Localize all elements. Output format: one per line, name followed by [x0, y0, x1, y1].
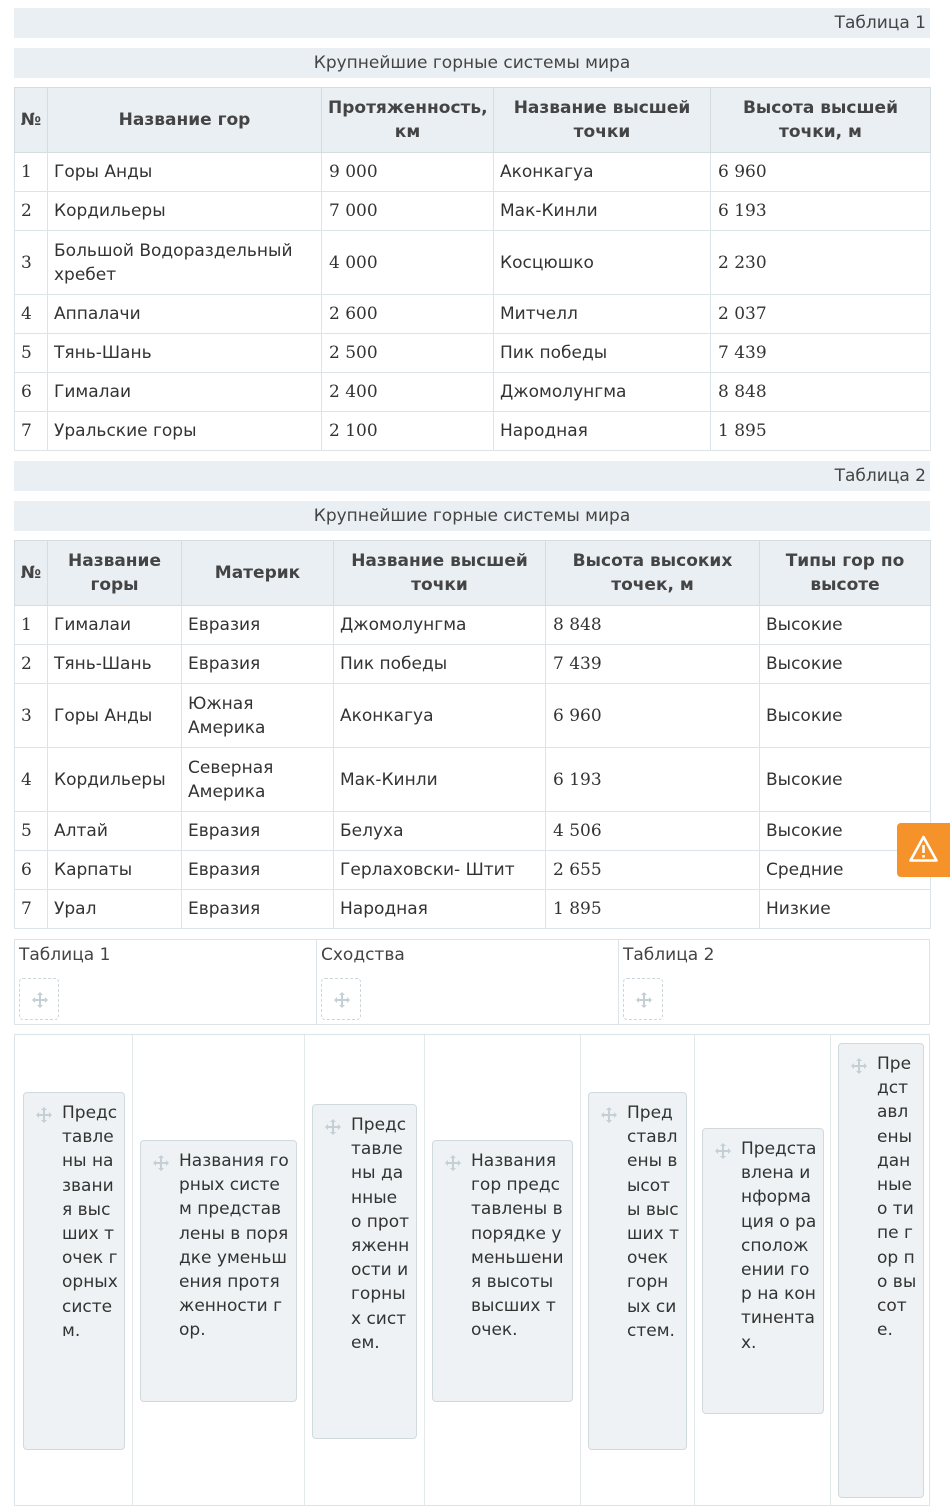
table2-header-cell: Высота высоких точек, м — [546, 541, 760, 606]
table2-header-cell: Материк — [182, 541, 334, 606]
draggable-card[interactable] — [140, 1140, 297, 1402]
cell-continent: Евразия — [182, 645, 334, 684]
cell-height: 2 230 — [711, 231, 931, 295]
cell-name: Аппалачи — [48, 295, 322, 334]
draggable-card[interactable] — [312, 1104, 417, 1439]
table2-header-cell: Типы гор по высоте — [760, 541, 931, 606]
cell-height: 2 037 — [711, 295, 931, 334]
cell-num: 2 — [15, 192, 48, 231]
cell-length: 4 000 — [322, 231, 494, 295]
card-text: Представлены данные о типе гор по высоте. — [877, 1054, 917, 1341]
cell-peak: Мак-Кинли — [494, 192, 711, 231]
move-icon — [325, 1119, 341, 1135]
cell-continent: Северная Америка — [182, 748, 334, 812]
cell-name: Кордильеры — [48, 748, 182, 812]
move-icon — [851, 1058, 867, 1074]
cell-height: 4 506 — [546, 812, 760, 851]
draggable-card[interactable] — [432, 1140, 573, 1402]
cell-type: Высокие — [760, 748, 931, 812]
cell-type: Высокие — [760, 645, 931, 684]
cell-height: 8 848 — [546, 606, 760, 645]
table-row — [15, 373, 931, 412]
cell-num: 7 — [15, 412, 48, 451]
cell-num: 7 — [15, 890, 48, 929]
cell-num: 6 — [15, 851, 48, 890]
move-icon — [153, 1155, 169, 1171]
cell-num: 1 — [15, 606, 48, 645]
cell-type: Высокие — [760, 606, 931, 645]
dropzone-similarities[interactable] — [317, 940, 619, 1024]
table1-header-cell: № — [15, 88, 48, 153]
cell-height: 6 193 — [546, 748, 760, 812]
cell-num: 3 — [15, 684, 48, 748]
table-row — [15, 606, 931, 645]
card-text: Представлены данные о протяженности и горных систем. — [351, 1115, 410, 1353]
cell-peak: Джомолунгма — [494, 373, 711, 412]
table-row — [15, 645, 931, 684]
cell-continent: Евразия — [182, 890, 334, 929]
cell-height: 1 895 — [546, 890, 760, 929]
table-row — [15, 412, 931, 451]
cell-peak: Косцюшко — [494, 231, 711, 295]
cell-continent: Евразия — [182, 812, 334, 851]
table-row — [15, 851, 931, 890]
cell-name: Гималаи — [48, 606, 182, 645]
cell-height: 6 960 — [546, 684, 760, 748]
table-row — [15, 684, 931, 748]
table2 — [14, 540, 931, 929]
cell-length: 2 100 — [322, 412, 494, 451]
cell-peak: Мак-Кинли — [334, 748, 546, 812]
table-row — [15, 153, 931, 192]
move-icon — [334, 992, 350, 1008]
cell-peak: Белуха — [334, 812, 546, 851]
table1-header-row — [15, 88, 931, 153]
cell-height: 6 193 — [711, 192, 931, 231]
cards-pool — [14, 1034, 930, 1506]
cell-height: 6 960 — [711, 153, 931, 192]
move-icon — [445, 1155, 461, 1171]
move-icon — [36, 1107, 52, 1123]
comparison-table — [14, 939, 930, 1025]
move-icon — [601, 1107, 617, 1123]
cell-num: 4 — [15, 748, 48, 812]
card-text: Названия гор представлены в порядке уменьшения высоты высших точек. — [471, 1151, 564, 1341]
cell-num: 2 — [15, 645, 48, 684]
cell-length: 9 000 — [322, 153, 494, 192]
table1-header-cell: Название гор — [48, 88, 322, 153]
cell-name: Карпаты — [48, 851, 182, 890]
move-icon — [715, 1143, 731, 1159]
move-icon — [32, 992, 48, 1008]
table2-header-row — [15, 541, 931, 606]
drop-slot[interactable] — [321, 978, 361, 1020]
cell-length: 7 000 — [322, 192, 494, 231]
table-row — [15, 812, 931, 851]
cell-height: 7 439 — [711, 334, 931, 373]
cell-peak: Пик победы — [334, 645, 546, 684]
cell-name: Горы Анды — [48, 153, 322, 192]
table1-title: Крупнейшие горные системы мира — [14, 48, 930, 78]
cell-peak: Герлаховски- Штит — [334, 851, 546, 890]
cell-name: Уральские горы — [48, 412, 322, 451]
card-text: Представлены названия высших точек горных систем. — [62, 1103, 118, 1341]
page-content — [14, 8, 930, 1506]
table-row — [15, 890, 931, 929]
cell-height: 2 655 — [546, 851, 760, 890]
move-icon — [636, 992, 652, 1008]
cell-peak: Народная — [334, 890, 546, 929]
cell-peak: Митчелл — [494, 295, 711, 334]
cell-name: Горы Анды — [48, 684, 182, 748]
cell-num: 5 — [15, 812, 48, 851]
cell-peak: Народная — [494, 412, 711, 451]
dropzone-table2[interactable] — [619, 940, 929, 1024]
dropzone-label: Таблица 2 — [623, 945, 715, 965]
cell-name: Тянь-Шань — [48, 334, 322, 373]
table1-header-cell: Протяженность, км — [322, 88, 494, 153]
cell-type: Высокие — [760, 812, 931, 851]
table-row — [15, 192, 931, 231]
cell-peak: Джомолунгма — [334, 606, 546, 645]
cell-name: Кордильеры — [48, 192, 322, 231]
table-row — [15, 231, 931, 295]
cell-peak: Аконкагуа — [334, 684, 546, 748]
cell-height: 8 848 — [711, 373, 931, 412]
dropzone-label: Таблица 1 — [19, 945, 111, 965]
card-text: Представлены высоты высших точек горных систем. — [627, 1103, 679, 1341]
table2-header-cell: Название горы — [48, 541, 182, 606]
cell-name: Гималаи — [48, 373, 322, 412]
cell-peak: Аконкагуа — [494, 153, 711, 192]
table2-header-cell: Название высшей точки — [334, 541, 546, 606]
cell-continent: Южная Америка — [182, 684, 334, 748]
drop-slot[interactable] — [623, 978, 663, 1020]
cell-type: Низкие — [760, 890, 931, 929]
table1-caption: Таблица 1 — [14, 8, 930, 38]
cell-height: 1 895 — [711, 412, 931, 451]
dropzone-label: Сходства — [321, 945, 405, 965]
cell-length: 2 400 — [322, 373, 494, 412]
cell-name: Большой Водораздельный хребет — [48, 231, 322, 295]
card-text: Названия горных систем представлены в порядке уменьшения протяженности гор. — [179, 1151, 289, 1341]
drop-slot[interactable] — [19, 978, 59, 1020]
cell-num: 3 — [15, 231, 48, 295]
cell-continent: Евразия — [182, 851, 334, 890]
report-issue-button[interactable] — [897, 823, 950, 877]
table1 — [14, 87, 931, 451]
table2-header-cell: № — [15, 541, 48, 606]
cell-name: Алтай — [48, 812, 182, 851]
table-row — [15, 295, 931, 334]
cell-peak: Пик победы — [494, 334, 711, 373]
cell-num: 5 — [15, 334, 48, 373]
cell-length: 2 500 — [322, 334, 494, 373]
cell-continent: Евразия — [182, 606, 334, 645]
cell-type: Средние — [760, 851, 931, 890]
card-text: Представлена информация о расположении гор на континентах. — [741, 1139, 817, 1353]
draggable-card[interactable] — [702, 1128, 824, 1414]
warning-icon — [909, 835, 938, 863]
cell-length: 2 600 — [322, 295, 494, 334]
cell-num: 1 — [15, 153, 48, 192]
draggable-card[interactable] — [23, 1092, 125, 1450]
draggable-card[interactable] — [588, 1092, 687, 1450]
cell-num: 6 — [15, 373, 48, 412]
cell-height: 7 439 — [546, 645, 760, 684]
dropzone-table1[interactable] — [15, 940, 317, 1024]
cell-name: Урал — [48, 890, 182, 929]
cell-type: Высокие — [760, 684, 931, 748]
table1-header-cell: Высота высшей точки, м — [711, 88, 931, 153]
table2-caption: Таблица 2 — [14, 461, 930, 491]
table1-header-cell: Название высшей точки — [494, 88, 711, 153]
draggable-card[interactable] — [838, 1043, 924, 1498]
table-row — [15, 334, 931, 373]
cell-name: Тянь-Шань — [48, 645, 182, 684]
table-row — [15, 748, 931, 812]
cell-num: 4 — [15, 295, 48, 334]
table2-title: Крупнейшие горные системы мира — [14, 501, 930, 531]
